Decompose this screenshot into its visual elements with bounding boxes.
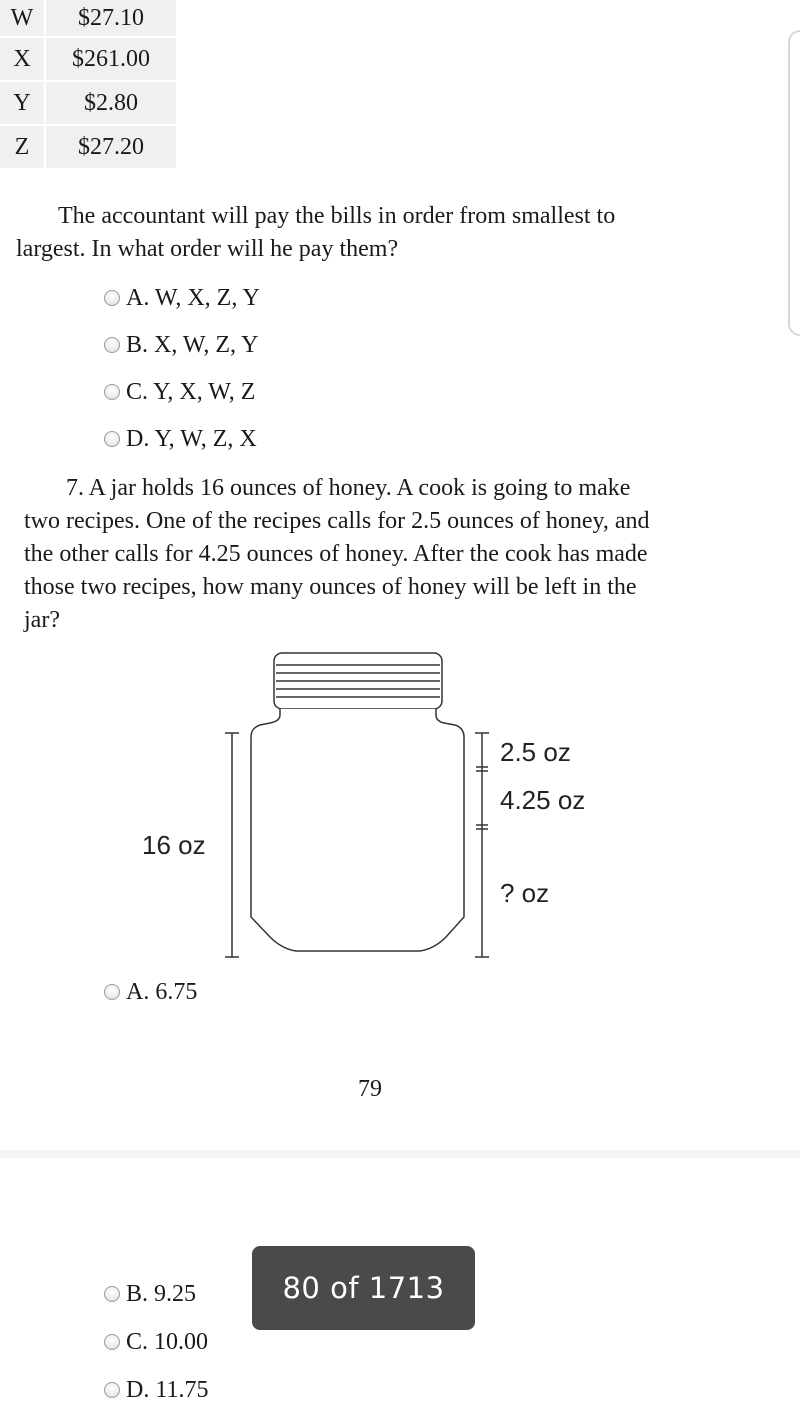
bill-letter: Z <box>0 126 44 170</box>
jar-body <box>251 709 464 951</box>
remaining-volume-label: ? oz <box>500 878 550 908</box>
question7-line1: 7. A jar holds 16 ounces of honey. A cook is going to make <box>66 475 631 501</box>
table-row <box>0 0 176 38</box>
total-bracket <box>225 733 239 957</box>
table-row <box>0 38 176 82</box>
question6-option-d[interactable] <box>104 423 257 455</box>
radio-button-icon[interactable] <box>104 431 120 447</box>
bill-amount: $261.00 <box>44 38 176 82</box>
page-counter-badge: 80 of 1713 <box>252 1246 475 1330</box>
page-number: 79 <box>358 1076 382 1102</box>
radio-button-icon[interactable] <box>104 1334 120 1350</box>
radio-button-icon[interactable] <box>104 984 120 1000</box>
question7-option-b[interactable] <box>104 1278 196 1310</box>
segment-bracket <box>475 733 489 957</box>
question7-option-d[interactable] <box>104 1374 208 1406</box>
question7-line3: the other calls for 4.25 ounces of honey. After the cook has made <box>24 541 648 567</box>
bill-amount: $27.10 <box>44 0 176 38</box>
honey-jar-diagram <box>220 645 500 965</box>
question6-line2: largest. In what order will he pay them? <box>16 236 399 262</box>
question6-option-b[interactable] <box>104 329 258 361</box>
option-label: A. 6.75 <box>126 978 198 1005</box>
question7-option-a[interactable] <box>104 976 197 1008</box>
bill-amount: $2.80 <box>44 82 176 126</box>
total-volume-label: 16 oz <box>142 830 206 860</box>
option-label: C. 10.00 <box>126 1328 209 1355</box>
question7-line5: jar? <box>24 607 60 633</box>
bill-table <box>0 0 176 170</box>
radio-button-icon[interactable] <box>104 1382 120 1398</box>
question7-line4: those two recipes, how many ounces of honey will be left in the <box>24 574 637 600</box>
radio-button-icon[interactable] <box>104 337 120 353</box>
question6-line1: The accountant will pay the bills in order from smallest to <box>58 203 616 229</box>
radio-button-icon[interactable] <box>104 384 120 400</box>
option-label: C. Y, X, W, Z <box>126 378 256 405</box>
question6-option-c[interactable] <box>104 376 255 408</box>
table-row <box>0 126 176 170</box>
bill-letter: X <box>0 38 44 82</box>
question7-option-c[interactable] <box>104 1326 208 1358</box>
bill-amount: $27.20 <box>44 126 176 170</box>
question7-line2: two recipes. One of the recipes calls for 2.5 ounces of honey, and <box>24 508 650 534</box>
question6-option-a[interactable] <box>104 282 260 314</box>
option-label: D. Y, W, Z, X <box>126 425 257 452</box>
option-label: B. X, W, Z, Y <box>126 331 259 358</box>
option-label: B. 9.25 <box>126 1280 197 1307</box>
recipe2-volume-label: 4.25 oz <box>500 785 586 815</box>
recipe1-volume-label: 2.5 oz <box>500 737 571 767</box>
bill-letter: Y <box>0 82 44 126</box>
page-divider <box>0 1150 800 1158</box>
radio-button-icon[interactable] <box>104 290 120 306</box>
option-label: A. W, X, Z, Y <box>126 284 260 311</box>
bill-letter: W <box>0 0 44 38</box>
table-row <box>0 82 176 126</box>
scrollbar[interactable] <box>788 30 800 336</box>
radio-button-icon[interactable] <box>104 1286 120 1302</box>
option-label: D. 11.75 <box>126 1376 209 1403</box>
